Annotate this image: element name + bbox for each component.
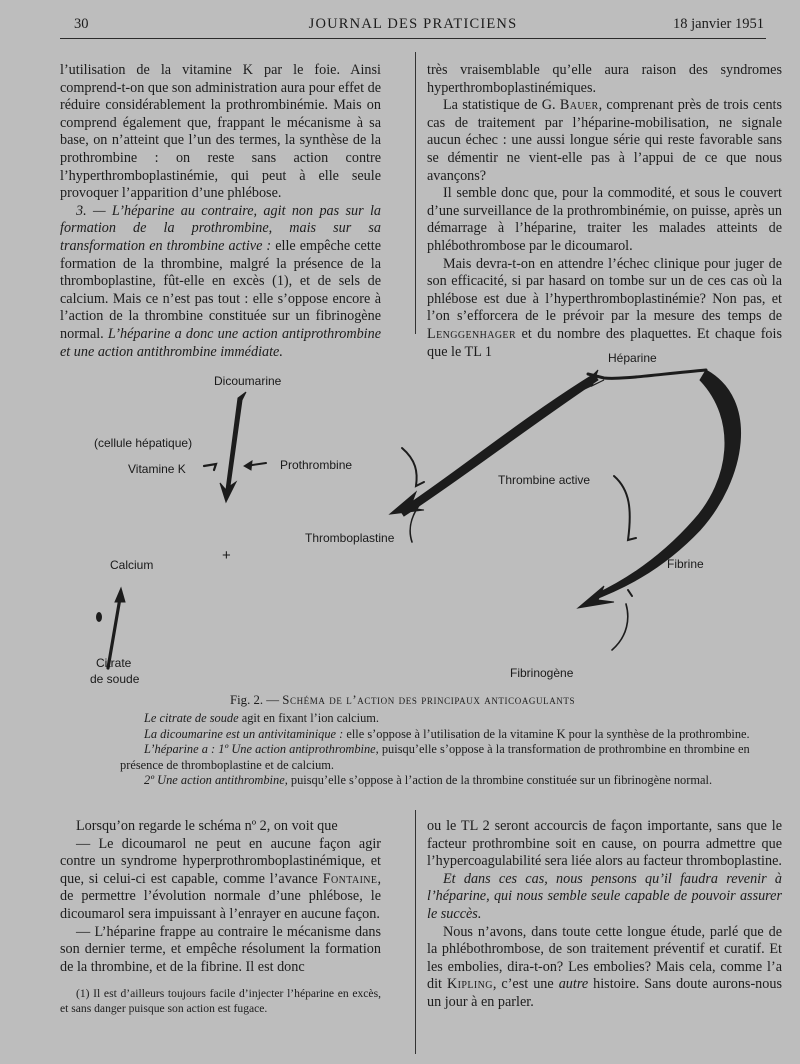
label-fibrine: Fibrine [667, 557, 704, 571]
journal-title: JOURNAL DES PRATICIENS [308, 16, 518, 32]
author-name: Bauer [559, 97, 599, 114]
inhibition-mark-5 [612, 604, 628, 650]
author-name: Lenggenhager [427, 325, 517, 342]
paragraph [427, 924, 782, 1012]
text-run: agit en fixant l’ion calcium. [238, 711, 380, 725]
label-prothrombine: Prothrombine [280, 458, 353, 472]
paragraph [427, 871, 782, 924]
paragraph [60, 836, 381, 924]
label-vitamine-k: Vitamine K [128, 462, 186, 476]
ink-dot [96, 612, 102, 622]
inhibition-mark-3 [614, 476, 636, 540]
label-de-soude: de soude [90, 672, 140, 686]
heparine-branch [588, 370, 706, 378]
italic-run: La dicoumarine est un antivitaminique : [144, 726, 344, 741]
figure-title: Schéma de l’action des principaux anticoagulants [282, 693, 576, 707]
paragraph: très vraisemblable qu’elle aura raison des syndromes hyperthromboplastinémiques. [427, 62, 782, 96]
caption-line [120, 742, 770, 773]
text-run: La statistique de G. [443, 97, 560, 114]
text-run: , de permettre l’évolution normale d’une phlébose, le dicoumarol sera impuissant à l’enrayer en aucune façon. [60, 870, 381, 922]
italic-run: autre [558, 976, 589, 993]
prothrombine-arrowhead [244, 461, 252, 470]
footnote: (1) Il est d’ailleurs toujours facile d’injecter l’héparine en excès, et sans danger puisque son action est fugace. [60, 987, 381, 1016]
column-bottom-right [427, 818, 782, 1012]
column-divider-top [415, 52, 416, 334]
dicoumarine-arrow [220, 392, 246, 502]
author-name: Fontaine [322, 870, 378, 887]
text-run: puisqu’elle s’oppose à la transformation de prothrombine en thrombine en présence de thromboplastine et de calcium. [120, 742, 750, 772]
figure-number: Fig. 2. — [230, 693, 283, 707]
column-top-right [427, 62, 782, 361]
text-run: Nous n’avons, dans toute cette longue étude, parlé que de la phlébothrombose, de son traitement préventif et curatif. Et les embolies, dira-t-on? Les embolies? Mais cela, comme l’a dit [427, 923, 782, 993]
caption-line [120, 773, 770, 789]
text-run: , c’est une [492, 976, 559, 993]
issue-date: 18 janvier 1951 [672, 16, 764, 32]
figure-caption-title [230, 693, 575, 708]
label-plus: + [222, 547, 231, 564]
italic-run: L’héparine a : 1º Une action antiprothrombine, [144, 742, 379, 757]
label-thromboplastine: Thromboplastine [305, 531, 395, 545]
text-run: elle s’oppose à l’utilisation de la vitamine K pour la synthèse de la prothrombine. [343, 726, 750, 741]
text-run: histoire. Sans doute aurons-nous un jour à en parler. [427, 976, 782, 1010]
text-run: puisqu’elle s’oppose à l’action de la thrombine constituée sur un fibrinogène normal. [287, 773, 713, 788]
text-run: elle empêche cette formation de la thrombine, malgré la présence de la thromboplastine, fût-elle en excès (1), et de sels de calcium. Mais ce n’est pas tout : elle s’oppose encore à l’action de la thrombine constituée sur un fibrinogène normal. [60, 237, 381, 342]
label-thrombine-active: Thrombine active [498, 473, 591, 487]
vitamine-tick [204, 464, 216, 470]
author-name: Kipling [447, 976, 493, 993]
page-number: 30 [74, 16, 89, 32]
paragraph: Il semble donc que, pour la commodité, et sous le couvert d’une surveillance de la prothrombinémie, on puisse, après un démarrage à l’héparine, traiter les malades atteints de phlébothrombose par le dicoumarol. [427, 185, 782, 254]
italic-run: L’héparine a donc une action antiprothrombine et une action antithrombine immédiate. [60, 325, 381, 360]
paragraph [60, 203, 381, 361]
text-run: et du nombre des plaquettes. Et chaque fois que le TL 1 [427, 325, 782, 360]
column-divider-bottom [415, 810, 416, 1054]
italic-run: Le citrate de soude [144, 711, 239, 725]
diagram-arrows [0, 340, 800, 700]
italic-run: 2º Une action antithrombine, [144, 773, 288, 788]
anticoagulant-diagram [0, 340, 800, 700]
text-run: Mais devra-t-on en attendre l’échec clinique pour juger de son efficacité, si par hasard on tombe sur un de ces cas où la phlébose est due à l’hyperthromboplastinémie? Non pas, et l’on s’efforcera de le prévoir par la mesure des temps de [427, 255, 782, 325]
paragraph: ou le TL 2 seront accourcis de façon importante, sans que le facteur prothrombine soit en cause, on pourra admettre que l’hypercoagulabilité sera liée alors au facteur thromboplastine. [427, 818, 782, 870]
italic-run: 3. — L’héparine au contraire, agit non pas sur la formation de la prothrombine, mais sur sa transformation en thrombine active : [60, 202, 381, 254]
label-citrate: Citrate [96, 656, 132, 670]
inhibition-mark-4 [628, 590, 632, 596]
figure-caption [120, 711, 770, 789]
label-heparine: Héparine [608, 351, 657, 365]
column-bottom-left [60, 818, 381, 1016]
running-header [60, 16, 766, 39]
caption-line [120, 727, 770, 743]
paragraph: l’utilisation de la vitamine K par le foie. Ainsi comprend-t-on que son administration aura pour effet de réduire considérablement la prothrombinémie. Mais on comprend également que, frappant le mécanisme à sa base, on n’atteint que l’un des termes, la synthèse de la prothrombine : on reste sans action contre l’hyperthromboplastinémie, qui peut à elle seule provoquer l’apparition d’une phlébose. [60, 62, 381, 202]
text-run: , comprenant près de trois cents cas de traitement par l’héparine-mobilisation, ne signale aucun échec : une aussi longue série qui reste favorable sans se démentir ne vient-elle pas à l’appui de ce que nous avançons? [427, 97, 782, 184]
paragraph: Lorsqu’on regarde le schéma nº 2, on voit que [76, 818, 338, 834]
heparine-arrow-thromboplastine [400, 374, 598, 516]
label-cellule-hepatique: (cellule hépatique) [94, 436, 193, 450]
label-calcium: Calcium [110, 558, 154, 572]
paragraph [427, 97, 782, 185]
label-dicoumarine: Dicoumarine [214, 374, 282, 388]
column-top-left [60, 62, 381, 361]
italic-run: Et dans ces cas, nous pensons qu’il faudra revenir à l’héparine, qui nous semble seule capable de pouvoir assurer le succès. [427, 870, 782, 922]
inhibition-mark-1 [402, 448, 424, 486]
paragraph: — L’héparine frappe au contraire le mécanisme dans son dernier terme, et empêche résolument la formation de la thrombine, et de la fibrine. Il est donc [60, 923, 381, 975]
calcium-arrowhead [115, 588, 125, 602]
caption-line [120, 711, 770, 727]
label-fibrinogene: Fibrinogène [510, 666, 574, 680]
heparine-curve [588, 370, 741, 602]
text-run: — Le dicoumarol ne peut en aucune façon agir contre un syndrome hyperprothromboplastinémique, et que, si celui-ci est capable, comme l’avance [60, 835, 381, 887]
